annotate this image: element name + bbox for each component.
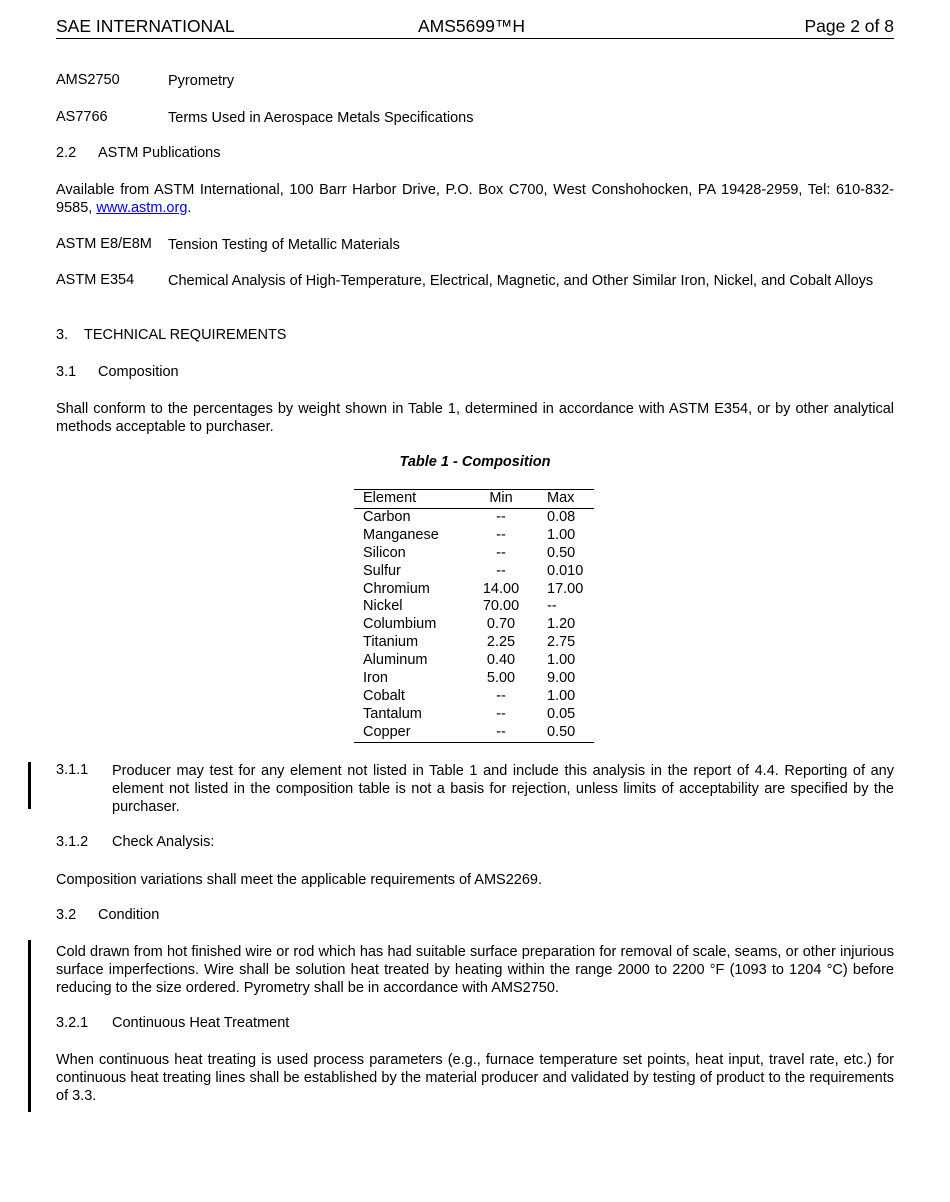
cell-element: Nickel: [363, 598, 403, 615]
table-row: [354, 688, 594, 706]
cell-element: Aluminum: [363, 652, 428, 669]
cell-element: Chromium: [363, 580, 430, 597]
section-2-2-number: 2.2: [56, 145, 77, 161]
cell-max: 17.00: [547, 580, 584, 597]
section-3-2-title: Condition: [98, 907, 160, 923]
section-3-1-2-title: Check Analysis:: [112, 834, 215, 850]
section-3-1-1-number: 3.1.1: [56, 762, 89, 778]
cell-max: 0.50: [533, 724, 594, 742]
astm-website-link[interactable]: www.astm.org: [96, 200, 188, 216]
section-3-2-1-text: When continuous heat treating is used process parameters (e.g., furnace temperature set points, heat input, travel rate, etc.) for continuous heat treating lines shall be established by the material producer and validated by testing of product to the requirements of 3.3.: [56, 1052, 894, 1104]
column-header-element: Element: [354, 490, 469, 509]
table-1-caption: Table 1 - Composition: [399, 454, 551, 470]
cell-element: Silicon: [363, 544, 406, 561]
cell-element: Columbium: [363, 616, 437, 633]
cell-min: 14.00: [482, 580, 520, 597]
table-row: [354, 634, 594, 652]
section-3-2-1-title: Continuous Heat Treatment: [112, 1015, 290, 1031]
table-row: [354, 616, 594, 634]
cell-min: 0.40: [486, 652, 516, 669]
cell-max: 9.00: [547, 670, 576, 687]
ref-title-astm-e8: Tension Testing of Metallic Materials: [168, 237, 400, 253]
cell-max: 0.010: [547, 562, 584, 579]
cell-max: 1.00: [547, 526, 576, 543]
cell-element: Titanium: [363, 634, 419, 651]
revision-change-bar: [28, 940, 31, 1112]
cell-element: Sulfur: [363, 562, 401, 579]
section-3-1-2-text: Composition variations shall meet the applicable requirements of AMS2269.: [56, 872, 543, 888]
cell-min: 5.00: [486, 670, 516, 687]
cell-min: --: [496, 562, 506, 579]
cell-min: --: [496, 705, 506, 722]
column-header-max: Max: [533, 490, 594, 509]
cell-min: --: [496, 508, 506, 525]
ref-code-astm-e354: ASTM E354: [56, 272, 135, 288]
section-3-title: TECHNICAL REQUIREMENTS: [84, 327, 287, 343]
ref-code-astm-e8: ASTM E8/E8M: [56, 236, 152, 252]
section-3-1-2-number: 3.1.2: [56, 834, 89, 850]
table-row: [354, 527, 594, 545]
section-3-2-number: 3.2: [56, 907, 77, 923]
section-3-1-number: 3.1: [56, 364, 77, 380]
table-row: [354, 652, 594, 670]
column-header-min: Min: [469, 490, 533, 509]
cell-element: Iron: [363, 670, 388, 687]
cell-max: 1.00: [547, 652, 576, 669]
table-row: [354, 508, 594, 526]
table-row: [354, 545, 594, 563]
cell-max: 1.00: [547, 687, 576, 704]
astm-availability-text: Available from ASTM International, 100 Barr Harbor Drive, P.O. Box C700, West Conshohocken, PA 19428-2959, Tel: 610-832-9585,: [56, 182, 894, 216]
table-row: [354, 706, 594, 724]
cell-min: 70.00: [482, 598, 520, 615]
header-doc-number: AMS5699™H: [418, 16, 525, 36]
cell-max: 2.75: [547, 634, 576, 651]
composition-table-body: [354, 508, 594, 742]
table-row: [354, 598, 594, 616]
astm-availability-end: .: [187, 200, 192, 216]
cell-element: Copper: [354, 724, 469, 742]
revision-change-bar: [28, 762, 31, 809]
ref-code-as7766: AS7766: [56, 109, 108, 125]
ref-title-ams2750: Pyrometry: [168, 73, 235, 89]
cell-min: --: [496, 526, 506, 543]
section-3-number: 3.: [56, 327, 69, 343]
ref-title-as7766: Terms Used in Aerospace Metals Specifications: [168, 110, 474, 126]
cell-element: Carbon: [363, 508, 411, 525]
cell-max: 0.50: [547, 544, 576, 561]
section-3-2-text: Cold drawn from hot finished wire or rod which has had suitable surface preparation for removal of scale, seams, or other injurious surface imperfections. Wire shall be solution heat treated by heating within the range 2000 to 2200 °F (1093 to 1204 °C) before reducing to the size ordered. Pyrometry shall be in accordance with AMS2750.: [56, 944, 894, 996]
composition-table: [354, 489, 594, 743]
astm-availability-paragraph: [56, 181, 894, 217]
ref-title-astm-e354: Chemical Analysis of High-Temperature, Electrical, Magnetic, and Other Similar Iron, Nickel, and Cobalt Alloys: [168, 273, 874, 289]
cell-max: 1.20: [547, 616, 576, 633]
cell-element: Manganese: [363, 526, 439, 543]
section-3-1-text: Shall conform to the percentages by weight shown in Table 1, determined in accordance with ASTM E354, or by other analytical methods acceptable to purchaser.: [56, 401, 894, 435]
table-header-row: [354, 490, 594, 509]
cell-max: --: [547, 598, 557, 615]
section-3-2-1-number: 3.2.1: [56, 1015, 89, 1031]
cell-min: --: [496, 687, 506, 704]
section-2-2-title: ASTM Publications: [98, 145, 221, 161]
header-page-number: Page 2 of 8: [804, 16, 894, 36]
cell-element: Cobalt: [363, 687, 405, 704]
cell-min: 2.25: [486, 634, 516, 651]
table-row: [354, 581, 594, 599]
cell-max: 0.08: [547, 508, 576, 525]
cell-max: 0.05: [547, 705, 576, 722]
table-row: [354, 563, 594, 581]
page-header: [56, 16, 894, 39]
section-3-1-1-text: Producer may test for any element not listed in Table 1 and include this analysis in the report of 4.4. Reporting of any element not listed in the composition table is not a basis for rejection, unless limits of acceptability are specified by the purchaser.: [112, 763, 894, 815]
section-3-1-title: Composition: [98, 364, 179, 380]
table-row: [354, 670, 594, 688]
cell-element: Tantalum: [363, 705, 422, 722]
cell-min: --: [469, 724, 533, 742]
cell-min: --: [496, 544, 506, 561]
table-row: [354, 724, 594, 742]
header-org: SAE INTERNATIONAL: [56, 16, 235, 36]
ref-code-ams2750: AMS2750: [56, 72, 120, 88]
cell-min: 0.70: [486, 616, 516, 633]
